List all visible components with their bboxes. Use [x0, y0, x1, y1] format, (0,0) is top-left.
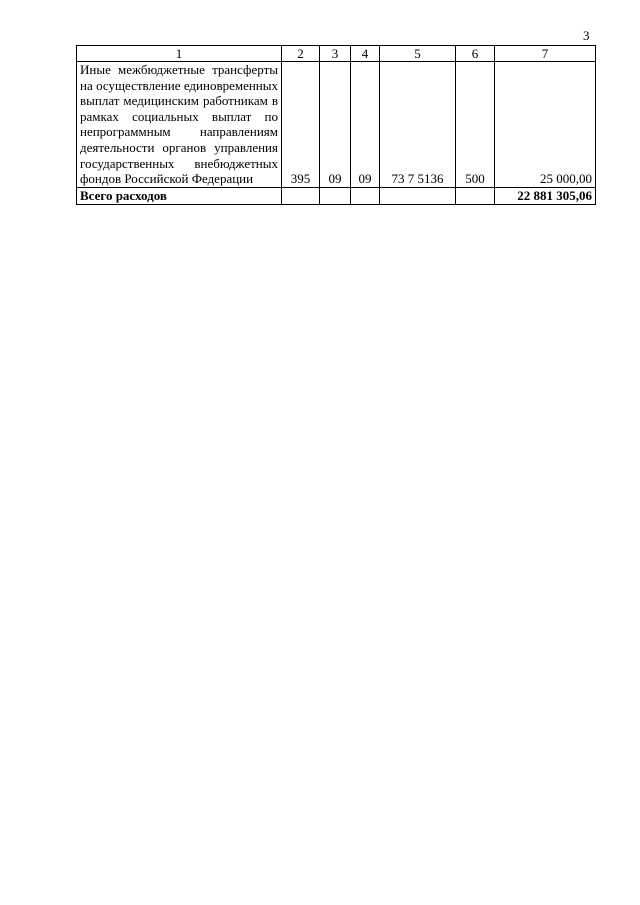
- budget-table: [76, 45, 596, 205]
- row-subsection-code: 09: [351, 62, 380, 188]
- page-number: 3: [583, 28, 590, 43]
- total-row: [77, 187, 596, 204]
- column-header-5: 5: [380, 46, 456, 62]
- column-header-6: 6: [456, 46, 495, 62]
- column-header-2: 2: [282, 46, 320, 62]
- total-empty-cell: [320, 187, 351, 204]
- total-empty-cell: [282, 187, 320, 204]
- column-header-1: 1: [77, 46, 282, 62]
- row-target-article-code: 73 7 5136: [380, 62, 456, 188]
- total-empty-cell: [351, 187, 380, 204]
- table-row: [77, 62, 596, 188]
- row-ministry-code: 395: [282, 62, 320, 188]
- column-header-3: 3: [320, 46, 351, 62]
- row-expense-type-code: 500: [456, 62, 495, 188]
- total-empty-cell: [456, 187, 495, 204]
- column-header-4: 4: [351, 46, 380, 62]
- total-empty-cell: [380, 187, 456, 204]
- total-label: Всего расходов: [77, 187, 282, 204]
- row-description: Иные межбюджетные трансферты на осуществление единовременных выплат медицинским работникам в рамках социальных выплат по непрограммным направлениям деятельности органов управления государственных внебюджетных фондов Российской Федерации: [77, 62, 282, 188]
- row-amount: 25 000,00: [495, 62, 596, 188]
- row-section-code: 09: [320, 62, 351, 188]
- column-header-7: 7: [495, 46, 596, 62]
- header-row: [77, 46, 596, 62]
- total-amount: 22 881 305,06: [495, 187, 596, 204]
